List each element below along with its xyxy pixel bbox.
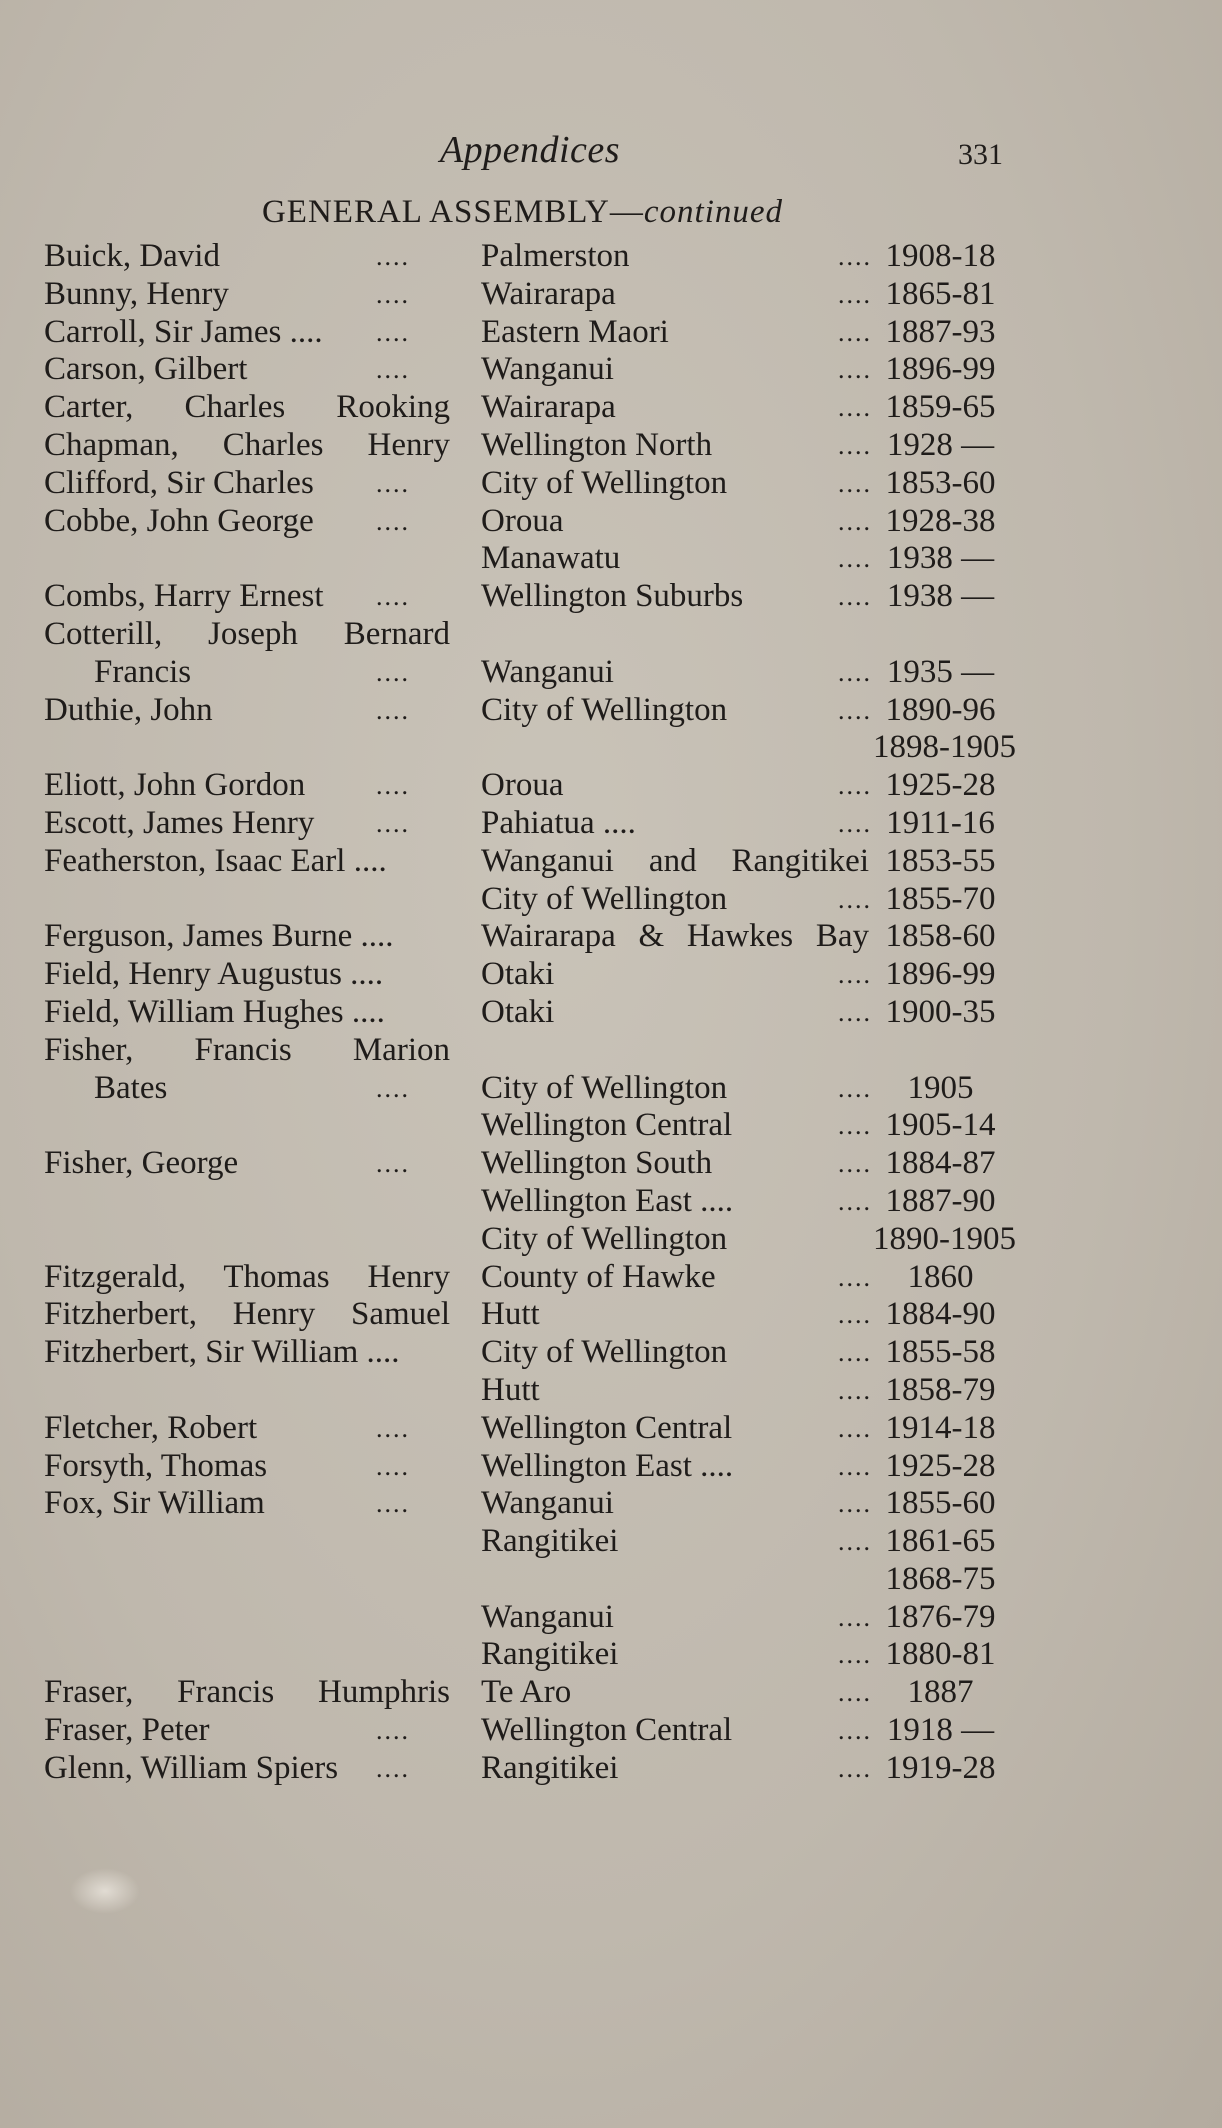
term-years: 1890-96 <box>885 691 996 728</box>
constituency: Wanganui and Rangitikei <box>481 842 869 879</box>
table-row <box>0 1107 1222 1145</box>
leader-dots: .... <box>376 242 410 271</box>
member-name: Bates <box>94 1069 168 1106</box>
member-name: Fitzherbert, Henry Samuel <box>44 1296 450 1333</box>
leader-dots: .... <box>838 997 872 1027</box>
leader-dots: .... <box>838 1073 872 1103</box>
constituency: Otaki <box>481 956 555 993</box>
table-row <box>0 503 1222 541</box>
leader-dots: .... <box>838 1300 872 1330</box>
constituency: County of Hawke <box>481 1258 716 1295</box>
term-years: 1896-99 <box>885 351 996 388</box>
member-name: Combs, Harry Ernest <box>44 578 324 615</box>
table-row <box>0 1561 1222 1599</box>
leader-dots: .... <box>838 1338 872 1368</box>
constituency: Manawatu <box>481 540 621 577</box>
constituency: City of Wellington <box>481 1069 728 1106</box>
term-years: 1938 — <box>886 578 995 615</box>
term-years: 1860 <box>907 1258 974 1295</box>
member-name: Field, Henry Augustus .... <box>44 956 384 993</box>
constituency: Otaki <box>481 993 555 1030</box>
constituency: Wellington Central <box>481 1712 733 1749</box>
constituency: Oroua <box>481 502 564 539</box>
leader-dots: .... <box>838 1753 872 1783</box>
paper-stain <box>70 1868 140 1914</box>
table-row <box>0 1334 1222 1372</box>
member-name: Fox, Sir William <box>44 1485 265 1522</box>
member-name: Eliott, John Gordon <box>44 767 306 804</box>
leader-dots: .... <box>838 1716 872 1746</box>
member-name: Forsyth, Thomas <box>44 1447 268 1484</box>
constituency: Rangitikei <box>481 1523 619 1560</box>
section-heading <box>0 194 1045 231</box>
leader-dots: .... <box>838 1186 872 1216</box>
leader-dots: .... <box>838 1602 872 1632</box>
table-row <box>0 465 1222 503</box>
leader-dots: .... <box>838 1413 872 1443</box>
member-name: Escott, James Henry <box>44 804 315 841</box>
leader-dots: .... <box>376 1073 410 1103</box>
table-row <box>0 1183 1222 1221</box>
leader-dots: .... <box>838 468 872 498</box>
running-head: Appendices <box>439 129 621 171</box>
member-name: Carson, Gilbert <box>44 351 248 388</box>
leader-dots: .... <box>838 317 872 347</box>
member-name: Francis <box>94 653 192 690</box>
constituency: City of Wellington <box>481 691 728 728</box>
leader-dots: .... <box>838 1111 872 1141</box>
table-row <box>0 692 1222 730</box>
table-row <box>0 843 1222 881</box>
leader-dots: .... <box>838 1149 872 1179</box>
leader-dots: .... <box>838 695 872 725</box>
leader-dots: .... <box>838 1678 872 1708</box>
constituency: Rangitikei <box>481 1636 619 1673</box>
leader-dots: .... <box>376 1489 410 1519</box>
term-years: 1890-1905 <box>873 1220 1016 1257</box>
term-years: 1858-79 <box>885 1371 996 1408</box>
constituency: Wairarapa & Hawkes Bay <box>481 918 869 955</box>
constituency: Wellington North <box>481 426 713 463</box>
term-years: 1876-79 <box>885 1598 996 1635</box>
member-name: Carroll, Sir James .... <box>44 313 323 350</box>
table-row <box>0 654 1222 692</box>
leader-dots: .... <box>376 582 410 612</box>
leader-dots: .... <box>838 1640 872 1670</box>
constituency: Palmerston <box>481 238 630 274</box>
member-name: Fitzherbert, Sir William .... <box>44 1334 400 1371</box>
term-years: 1884-90 <box>885 1296 996 1333</box>
table-row <box>0 1145 1222 1183</box>
constituency: Wanganui <box>481 1485 614 1522</box>
constituency: Wellington South <box>481 1145 713 1182</box>
constituency: Pahiatua .... <box>481 804 636 841</box>
leader-dots: .... <box>838 884 872 914</box>
leader-dots: .... <box>376 771 410 801</box>
term-years: 1914-18 <box>885 1409 996 1446</box>
term-years: 1853-60 <box>885 464 996 501</box>
term-years: 1887-90 <box>885 1182 996 1219</box>
term-years: 1887 <box>907 1674 974 1711</box>
table-row <box>0 1448 1222 1486</box>
leader-dots: .... <box>376 355 410 385</box>
table-row <box>0 1712 1222 1750</box>
table-row <box>0 1372 1222 1410</box>
table-row <box>0 314 1222 352</box>
leader-dots: .... <box>838 1527 872 1557</box>
constituency: Wanganui <box>481 653 614 690</box>
member-name: Fisher, Francis Marion <box>44 1031 450 1068</box>
constituency: Rangitikei <box>481 1749 619 1786</box>
table-row <box>0 956 1222 994</box>
member-name: Fisher, George <box>44 1145 239 1182</box>
leader-dots: .... <box>376 1451 410 1481</box>
leader-dots: .... <box>376 657 410 687</box>
leader-dots: .... <box>838 582 872 612</box>
leader-dots: .... <box>376 468 410 498</box>
leader-dots: .... <box>838 544 872 574</box>
member-name: Ferguson, James Burne .... <box>44 918 394 955</box>
member-name: Buick, David <box>44 238 220 274</box>
term-years: 1858-60 <box>885 918 996 955</box>
member-name: Cotterill, Joseph Bernard <box>44 615 450 652</box>
table-row <box>0 881 1222 919</box>
leader-dots: .... <box>838 242 872 271</box>
table-row <box>0 1259 1222 1297</box>
member-name: Featherston, Isaac Earl .... <box>44 842 387 879</box>
leader-dots: .... <box>838 1262 872 1292</box>
term-years: 1884-87 <box>885 1145 996 1182</box>
constituency: City of Wellington <box>481 1334 728 1371</box>
table-row <box>0 1296 1222 1334</box>
table-row <box>0 1636 1222 1674</box>
leader-dots: .... <box>376 1753 410 1783</box>
term-years: 1928 — <box>886 426 995 463</box>
term-years: 1861-65 <box>885 1523 996 1560</box>
term-years: 1865-81 <box>885 275 996 312</box>
table-row <box>0 616 1222 654</box>
term-years: 1919-28 <box>885 1749 996 1786</box>
leader-dots: .... <box>838 393 872 423</box>
table-row <box>0 427 1222 465</box>
term-years: 1859-65 <box>885 389 996 426</box>
member-name: Fraser, Peter <box>44 1712 210 1749</box>
table-row <box>0 238 1222 276</box>
member-name: Carter, Charles Rooking <box>44 389 450 426</box>
leader-dots: .... <box>838 1451 872 1481</box>
term-years: 1905 <box>907 1069 974 1106</box>
table-row <box>0 1523 1222 1561</box>
leader-dots: .... <box>838 279 872 309</box>
term-years: 1880-81 <box>885 1636 996 1673</box>
constituency: Wairarapa <box>481 275 616 312</box>
term-years: 1855-70 <box>885 880 996 917</box>
table-row <box>0 540 1222 578</box>
term-years: 1855-58 <box>885 1334 996 1371</box>
leader-dots: .... <box>376 695 410 725</box>
section-heading-continued: continued <box>643 194 784 230</box>
constituency: Wellington East .... <box>481 1182 734 1219</box>
table-row <box>0 729 1222 767</box>
member-name: Cobbe, John George <box>44 502 314 539</box>
leader-dots: .... <box>376 1716 410 1746</box>
leader-dots: .... <box>376 317 410 347</box>
member-name: Chapman, Charles Henry <box>44 426 450 463</box>
leader-dots: .... <box>838 960 872 990</box>
term-years: 1925-28 <box>885 767 996 804</box>
term-years: 1887-93 <box>885 313 996 350</box>
term-years: 1925-28 <box>885 1447 996 1484</box>
leader-dots: .... <box>838 1375 872 1405</box>
member-name: Clifford, Sir Charles <box>44 464 314 501</box>
table-row <box>0 1599 1222 1637</box>
member-name: Duthie, John <box>44 691 213 728</box>
member-name: Glenn, William Spiers <box>44 1749 339 1786</box>
term-years: 1896-99 <box>885 956 996 993</box>
table-row <box>0 1070 1222 1108</box>
leader-dots: .... <box>838 430 872 460</box>
constituency: Oroua <box>481 767 564 804</box>
term-years: 1905-14 <box>885 1107 996 1144</box>
leader-dots: .... <box>376 808 410 838</box>
constituency: Wellington Suburbs <box>481 578 744 615</box>
table-row <box>0 1221 1222 1259</box>
leader-dots: .... <box>838 771 872 801</box>
member-name: Bunny, Henry <box>44 275 229 312</box>
table-row <box>0 1674 1222 1712</box>
table-row <box>0 805 1222 843</box>
table-row <box>0 1032 1222 1070</box>
term-years: 1855-60 <box>885 1485 996 1522</box>
page-number: 331 <box>958 138 1003 171</box>
section-heading-text: GENERAL ASSEMBLY— <box>261 194 644 230</box>
term-years: 1908-18 <box>885 238 996 274</box>
leader-dots: .... <box>838 506 872 536</box>
table-row <box>0 389 1222 427</box>
table-row <box>0 918 1222 956</box>
constituency: Hutt <box>481 1371 540 1408</box>
term-years: 1938 — <box>886 540 995 577</box>
leader-dots: .... <box>838 808 872 838</box>
table-row <box>0 1410 1222 1448</box>
term-years: 1898-1905 <box>873 729 1016 766</box>
member-name: Fitzgerald, Thomas Henry <box>44 1258 450 1295</box>
table-row <box>0 276 1222 314</box>
term-years: 1900-35 <box>885 993 996 1030</box>
table-row <box>0 994 1222 1032</box>
constituency: Wanganui <box>481 351 614 388</box>
member-name: Field, William Hughes .... <box>44 993 385 1030</box>
constituency: Wellington Central <box>481 1409 733 1446</box>
constituency: Wairarapa <box>481 389 616 426</box>
table-row <box>0 1485 1222 1523</box>
leader-dots: .... <box>376 1149 410 1179</box>
term-years: 1928-38 <box>885 502 996 539</box>
constituency: City of Wellington <box>481 1220 728 1257</box>
constituency: City of Wellington <box>481 880 728 917</box>
term-years: 1935 — <box>886 653 995 690</box>
leader-dots: .... <box>838 1489 872 1519</box>
term-years: 1918 — <box>886 1712 995 1749</box>
leader-dots: .... <box>838 657 872 687</box>
constituency: Wellington East .... <box>481 1447 734 1484</box>
table-row <box>0 1750 1222 1788</box>
member-name: Fletcher, Robert <box>44 1409 258 1446</box>
member-name: Fraser, Francis Humphris <box>44 1674 450 1711</box>
table-row <box>0 767 1222 805</box>
term-years: 1853-55 <box>885 842 996 879</box>
term-years: 1868-75 <box>885 1560 996 1597</box>
leader-dots: .... <box>376 1413 410 1443</box>
constituency: City of Wellington <box>481 464 728 501</box>
table-row <box>0 351 1222 389</box>
leader-dots: .... <box>376 279 410 309</box>
constituency: Eastern Maori <box>481 313 669 350</box>
term-years: 1911-16 <box>886 804 995 841</box>
constituency: Te Aro <box>481 1674 572 1711</box>
table-row <box>0 578 1222 616</box>
constituency: Wanganui <box>481 1598 614 1635</box>
leader-dots: .... <box>376 506 410 536</box>
members-table <box>0 238 1222 1788</box>
constituency: Wellington Central <box>481 1107 733 1144</box>
leader-dots: .... <box>838 355 872 385</box>
constituency: Hutt <box>481 1296 540 1333</box>
